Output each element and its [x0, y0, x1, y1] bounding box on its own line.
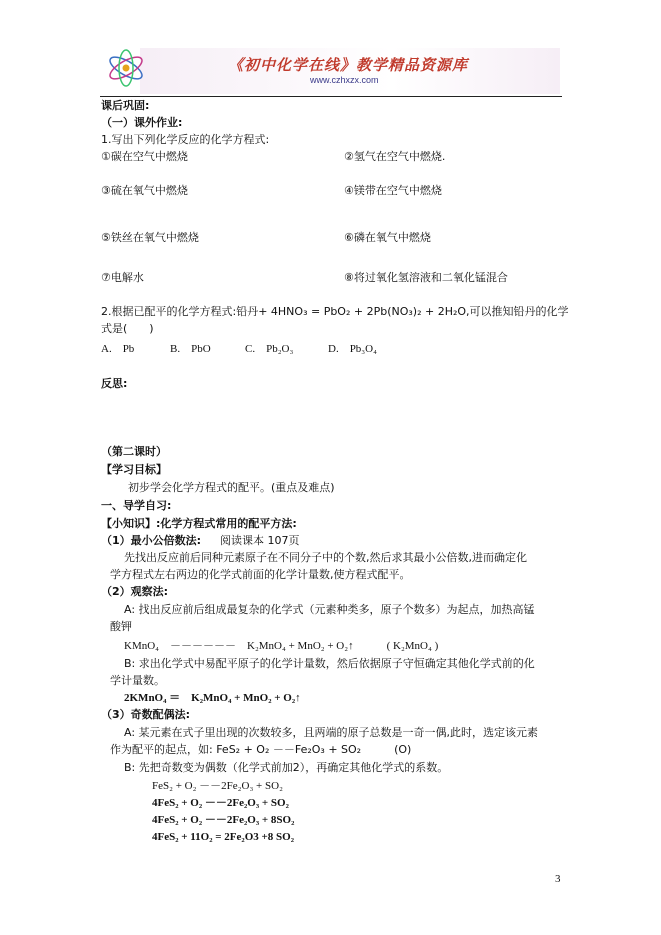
method-1-text-cont: 学方程式左右两边的化学式前面的化学计量数,使方程式配平。 [110, 568, 411, 581]
method-2-step-a-cont: 酸钾 [110, 620, 132, 633]
method-1-text: 先找出反应前后同种元素原子在不同分子中的个数,然后求其最小公倍数,进而确定化 [124, 551, 527, 564]
method-1-title: （1）最小公倍数法: [101, 534, 202, 547]
question-1-item: ③硫在氧气中燃烧 [101, 184, 188, 197]
method-3-title: （3）奇数配偶法: [101, 708, 191, 721]
method-2-step-b-cont: 学计量数。 [110, 674, 165, 687]
question-1-item: ①碳在空气中燃烧 [101, 150, 188, 163]
question-1-item: ②氢气在空气中燃烧. [344, 150, 446, 163]
banner-url: www.czhxzx.com [310, 75, 379, 85]
question-1-item: ⑤铁丝在氧气中燃烧 [101, 231, 199, 244]
header-divider [100, 96, 562, 97]
self-study-title: 一、导学自习: [101, 499, 172, 512]
method-3-step-b: B: 先把奇数变为偶数（化学式前加2），再确定其他化学式的系数。 [124, 761, 449, 774]
learning-goal-text: 初步学会化学方程式的配平。(重点及难点) [128, 481, 335, 494]
method-2-equation-2: 2KMnO₄ ＝ K₂MnO₄ + MnO₂ + O₂↑ [124, 692, 301, 704]
question-2-text-cont: 式是( ) [101, 322, 154, 335]
tip-title: 【小知识】:化学方程式常用的配平方法: [101, 517, 297, 530]
page-number: 3 [555, 873, 561, 885]
question-2-text: 2.根据已配平的化学方程式:铅丹+ 4HNO₃ = PbO₂ + 2Pb(NO₃)₂ + 2H₂O,可以推知铅丹的化学 [101, 305, 569, 318]
method-3-equation-step: 4FeS₂ + 11O₂ = 2Fe₂O3 +8 SO₂ [152, 831, 294, 843]
method-3-equation-step: 4FeS₂ + O₂ －－2Fe₂O₃ + SO₂ [152, 797, 289, 809]
page-header [100, 44, 562, 98]
question-1-item: ⑧将过氧化氢溶液和二氧化锰混合 [344, 271, 508, 284]
lesson2-title: （第二课时） [101, 445, 167, 458]
method-1-reference: 阅读课本 107页 [220, 534, 300, 547]
question-2-option-c: C. Pb₂O₃ [245, 343, 294, 355]
question-1-item: ⑥磷在氧气中燃烧 [344, 231, 431, 244]
method-3-step-a: A: 某元素在式子里出现的次数较多，且两端的原子总数是一奇一偶,此时，选定该元素 [124, 726, 539, 739]
method-2-step-a: A: 找出反应前后组成最复杂的化学式（元素种类多，原子个数多）为起点，加热高锰 [124, 603, 535, 616]
method-2-title: （2）观察法: [101, 585, 169, 598]
question-1-prompt: 1.写出下列化学反应的化学方程式: [101, 133, 270, 146]
method-3-equation-step: FeS₂ + O₂ －－2Fe₂O₃ + SO₂ [152, 780, 283, 792]
homework-title: （一）课外作业: [101, 116, 183, 129]
review-title: 课后巩固: [101, 99, 150, 112]
method-3-equation-step: 4FeS₂ + O₂ －－2Fe₂O₃ + 8SO₂ [152, 814, 295, 826]
question-2-option-d: D. Pb₃O₄ [328, 343, 377, 355]
method-3-step-a-cont: 作为配平的起点，如: FeS₂ + O₂ －－Fe₂O₃ + SO₂ (O) [110, 743, 412, 756]
banner-title: 《初中化学在线》教学精品资源库 [228, 56, 469, 74]
question-1-item: ④镁带在空气中燃烧 [344, 184, 442, 197]
reflection-title: 反思: [101, 377, 128, 390]
question-2-option-a: A. Pb [101, 343, 135, 355]
question-1-item: ⑦电解水 [101, 271, 144, 284]
learning-goal-title: 【学习目标】 [101, 463, 167, 476]
method-2-step-b: B: 求出化学式中易配平原子的化学计量数，然后依据原子守恒确定其他化学式前的化 [124, 657, 535, 670]
method-2-equation-1: KMnO₄ －－－－－－ K₂MnO₄ + MnO₂ + O₂↑ ( K₂MnO₄ ) [124, 640, 439, 652]
atom-logo-icon [104, 46, 148, 90]
question-2-option-b: B. PbO [170, 343, 211, 355]
